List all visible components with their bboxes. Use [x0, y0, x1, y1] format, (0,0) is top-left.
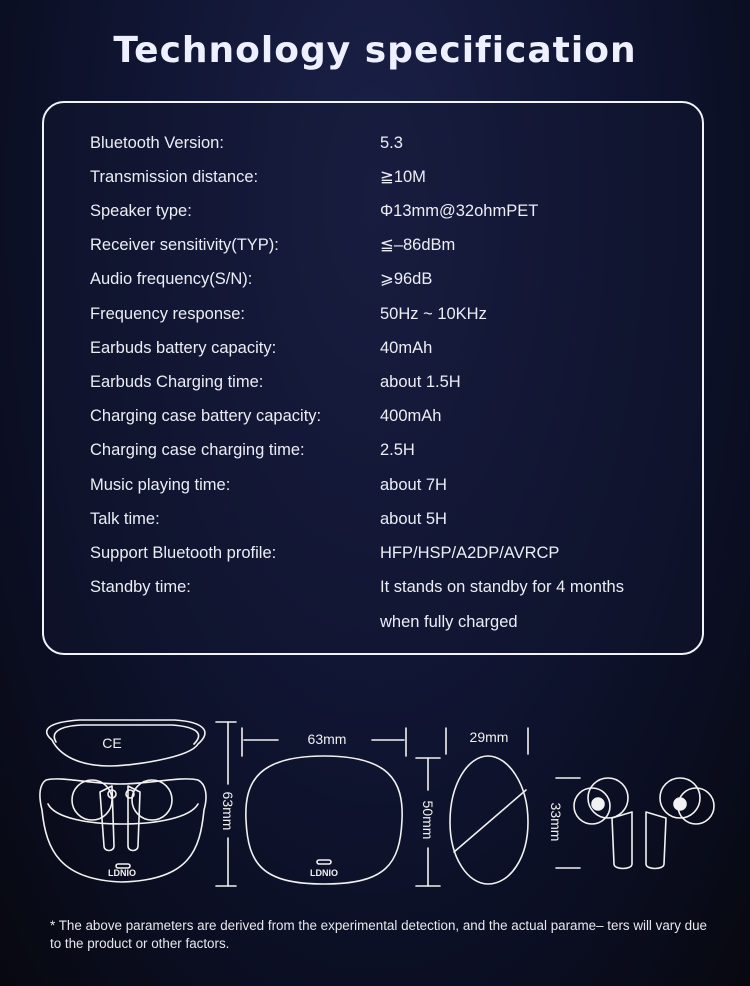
spec-label: Earbuds Charging time: [90, 373, 264, 391]
spec-value: 50Hz ~ 10KHz [380, 305, 487, 323]
spec-label: Receiver sensitivity(TYP): [90, 236, 279, 254]
spec-value: 400mAh [380, 407, 442, 425]
brand-logo: LDNIO [108, 868, 136, 878]
spec-value: about 7H [380, 476, 447, 494]
spec-label: Bluetooth Version: [90, 134, 224, 152]
spec-value: ≧10M [380, 168, 426, 186]
brand-logo: LDNIO [310, 868, 338, 878]
depth-dimension-label: 29mm [469, 729, 509, 745]
spec-label: Standby time: [90, 578, 191, 596]
spec-value: 40mAh [380, 339, 433, 357]
spec-label: Music playing time: [90, 476, 231, 494]
spec-value: HFP/HSP/A2DP/AVRCP [380, 544, 560, 562]
spec-label: Charging case charging time: [90, 441, 305, 459]
spec-value: ⩾96dB [380, 270, 433, 288]
spec-label: Charging case battery capacity: [90, 407, 322, 425]
spec-label: Audio frequency(S/N): [90, 270, 253, 288]
spec-label: Frequency response: [90, 305, 246, 323]
spec-value: about 5H [380, 510, 447, 528]
case-side-view-drawing [450, 756, 528, 884]
spec-label: Talk time: [90, 510, 160, 528]
spec-value: ≦–86dBm [380, 236, 456, 254]
spec-label: Speaker type: [90, 202, 192, 220]
open-case-drawing [40, 720, 206, 882]
closed-height-dimension-label: 50mm [420, 800, 436, 840]
spec-value: Φ13mm@32ohmPET [380, 202, 539, 220]
footnote: * The above parameters are derived from the experimental detection, and the actual parame– ters will vary due to the product or other factors. [50, 918, 707, 951]
spec-label: Transmission distance: [90, 168, 259, 186]
spec-label: Support Bluetooth profile: [90, 544, 277, 562]
spec-value-continued: when fully charged [380, 613, 518, 631]
earbuds-drawing [574, 778, 714, 869]
width-dimension-label: 63mm [307, 731, 347, 747]
dimension-diagram [0, 700, 750, 900]
spec-value: 2.5H [380, 441, 415, 459]
ce-mark-icon: CE [102, 735, 122, 751]
spec-label: Earbuds battery capacity: [90, 339, 277, 357]
spec-value: about 1.5H [380, 373, 461, 391]
spec-value: It stands on standby for 4 months [380, 578, 624, 596]
earbud-height-dimension-label: 33mm [548, 802, 564, 842]
open-height-dimension-label: 63mm [220, 791, 236, 831]
spec-value: 5.3 [380, 134, 403, 152]
page-title: Technology specification [113, 30, 637, 71]
spec-card [42, 101, 704, 655]
